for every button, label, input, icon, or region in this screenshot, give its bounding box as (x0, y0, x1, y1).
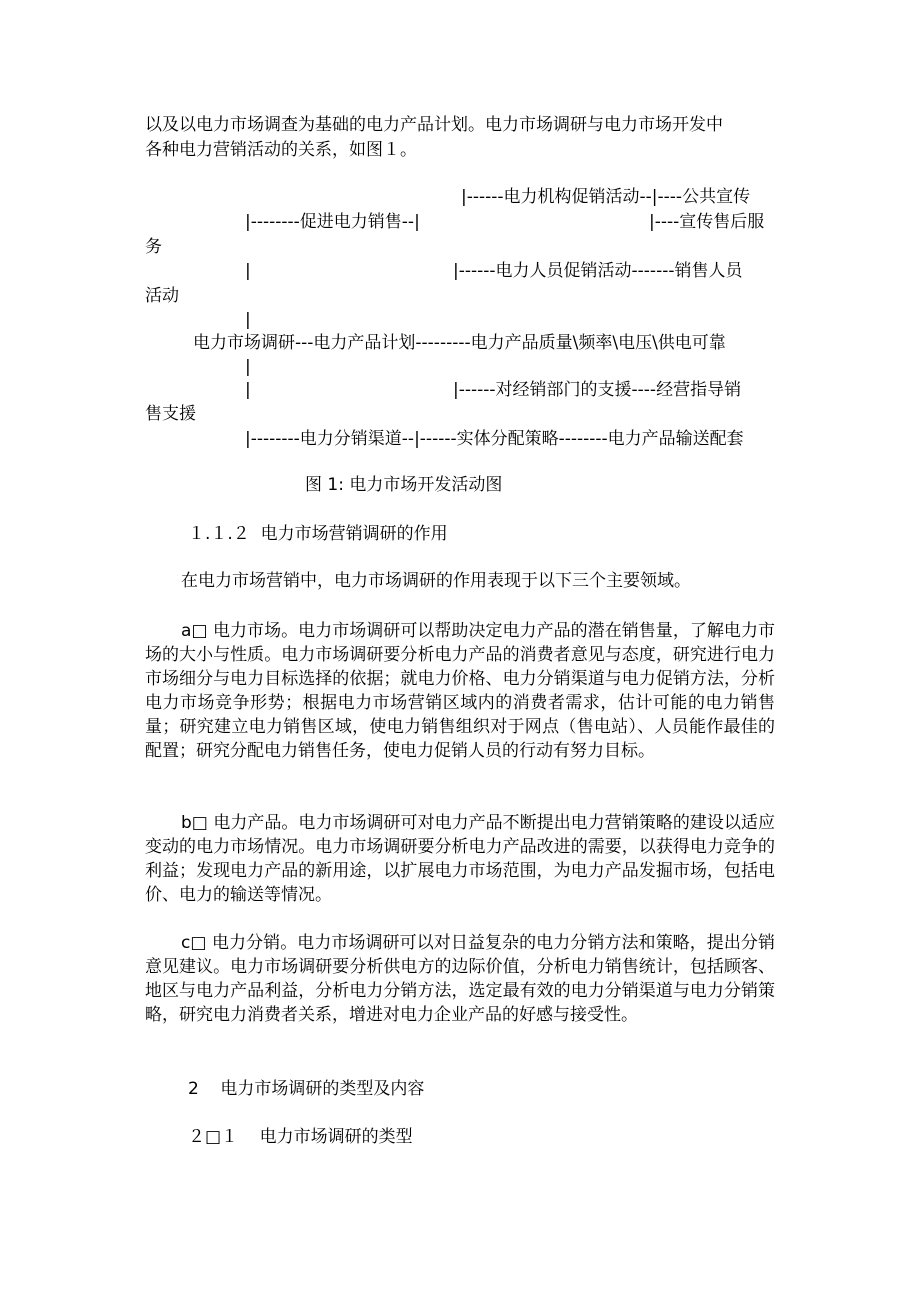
section-heading-1-1-2: １.１.２ 电力市场营销调研的作用 (188, 524, 448, 544)
diagram-row-1: |------电力机构促销活动--|----公共宣传 (461, 187, 751, 207)
section-heading-2: 2 电力市场调研的类型及内容 (188, 1079, 425, 1099)
figure-caption: 图 1: 电力市场开发活动图 (305, 475, 503, 495)
diagram-row-2b: |----宣传售后服 (649, 212, 765, 232)
paragraph-intro: 在电力市场营销中，电力市场调研的作用表现于以下三个主要领域。 (181, 571, 691, 591)
diagram-row-2a: |--------促进电力销售--| (245, 212, 420, 232)
paragraph-b: b□ 电力产品。电力市场调研可对电力产品不断提出电力营销策略的建设以适应变动的电力市场情况。电力市场调研要分析电力产品改进的需要，以获得电力竞争的利益；发现电力产品的新用途，以扩展电力市场范围，为电力产品发掘市场，包括电价、电力的输送等情况。 (145, 813, 775, 905)
diagram-row-4a: | (245, 261, 251, 281)
diagram-row-9b: |------对经销部门的支援----经营指导销 (453, 380, 742, 400)
intro-line-1: 以及以电力市场调查为基础的电力产品计划。电力市场调研与电力市场开发中 (145, 115, 723, 135)
diagram-row-8: | (245, 357, 251, 377)
diagram-row-9a: | (245, 380, 251, 400)
paragraph-a: a□ 电力市场。电力市场调研可以帮助决定电力产品的潜在销售量，了解电力市场的大小与性质。电力市场调研要分析电力产品的消费者意见与态度，研究进行电力市场细分与电力目标选择的依据；就电力价格、电力分销渠道与电力促销方法，分析电力市场竞争形势；根据电力市场营销区域内的消费者需求，估计可能的电力销售量；研究建立电力销售区域，使电力销售组织对于网点（售电站）、人员能作最佳的配置；研究分配电力销售任务，使电力促销人员的行动有努力目标。 (145, 621, 775, 761)
diagram-row-3: 务 (145, 237, 162, 257)
diagram-row-5: 活动 (145, 286, 179, 306)
paragraph-c: c□ 电力分销。电力市场调研可以对日益复杂的电力分销方法和策略，提出分销意见建议。电力市场调研要分析供电方的边际价值，分析电力销售统计，包括顾客、地区与电力产品利益，分析电力分销方法，选定最有效的电力分销渠道与电力分销策略，研究电力消费者关系，增进对电力企业产品的好感与接受性。 (145, 933, 775, 1025)
diagram-row-11: |--------电力分销渠道--|------实体分配策略--------电力产品输送配套 (245, 429, 744, 449)
diagram-row-10: 售支援 (145, 404, 196, 424)
diagram-row-7: 电力市场调研---电力产品计划---------电力产品质量\频率\电压\供电可靠 (193, 333, 726, 353)
section-heading-2-1: ２□１ 电力市场调研的类型 (188, 1127, 413, 1147)
diagram-row-4b: |------电力人员促销活动-------销售人员 (453, 261, 743, 281)
intro-line-2: 各种电力营销活动的关系，如图１。 (145, 140, 417, 160)
diagram-row-6: | (245, 310, 251, 330)
